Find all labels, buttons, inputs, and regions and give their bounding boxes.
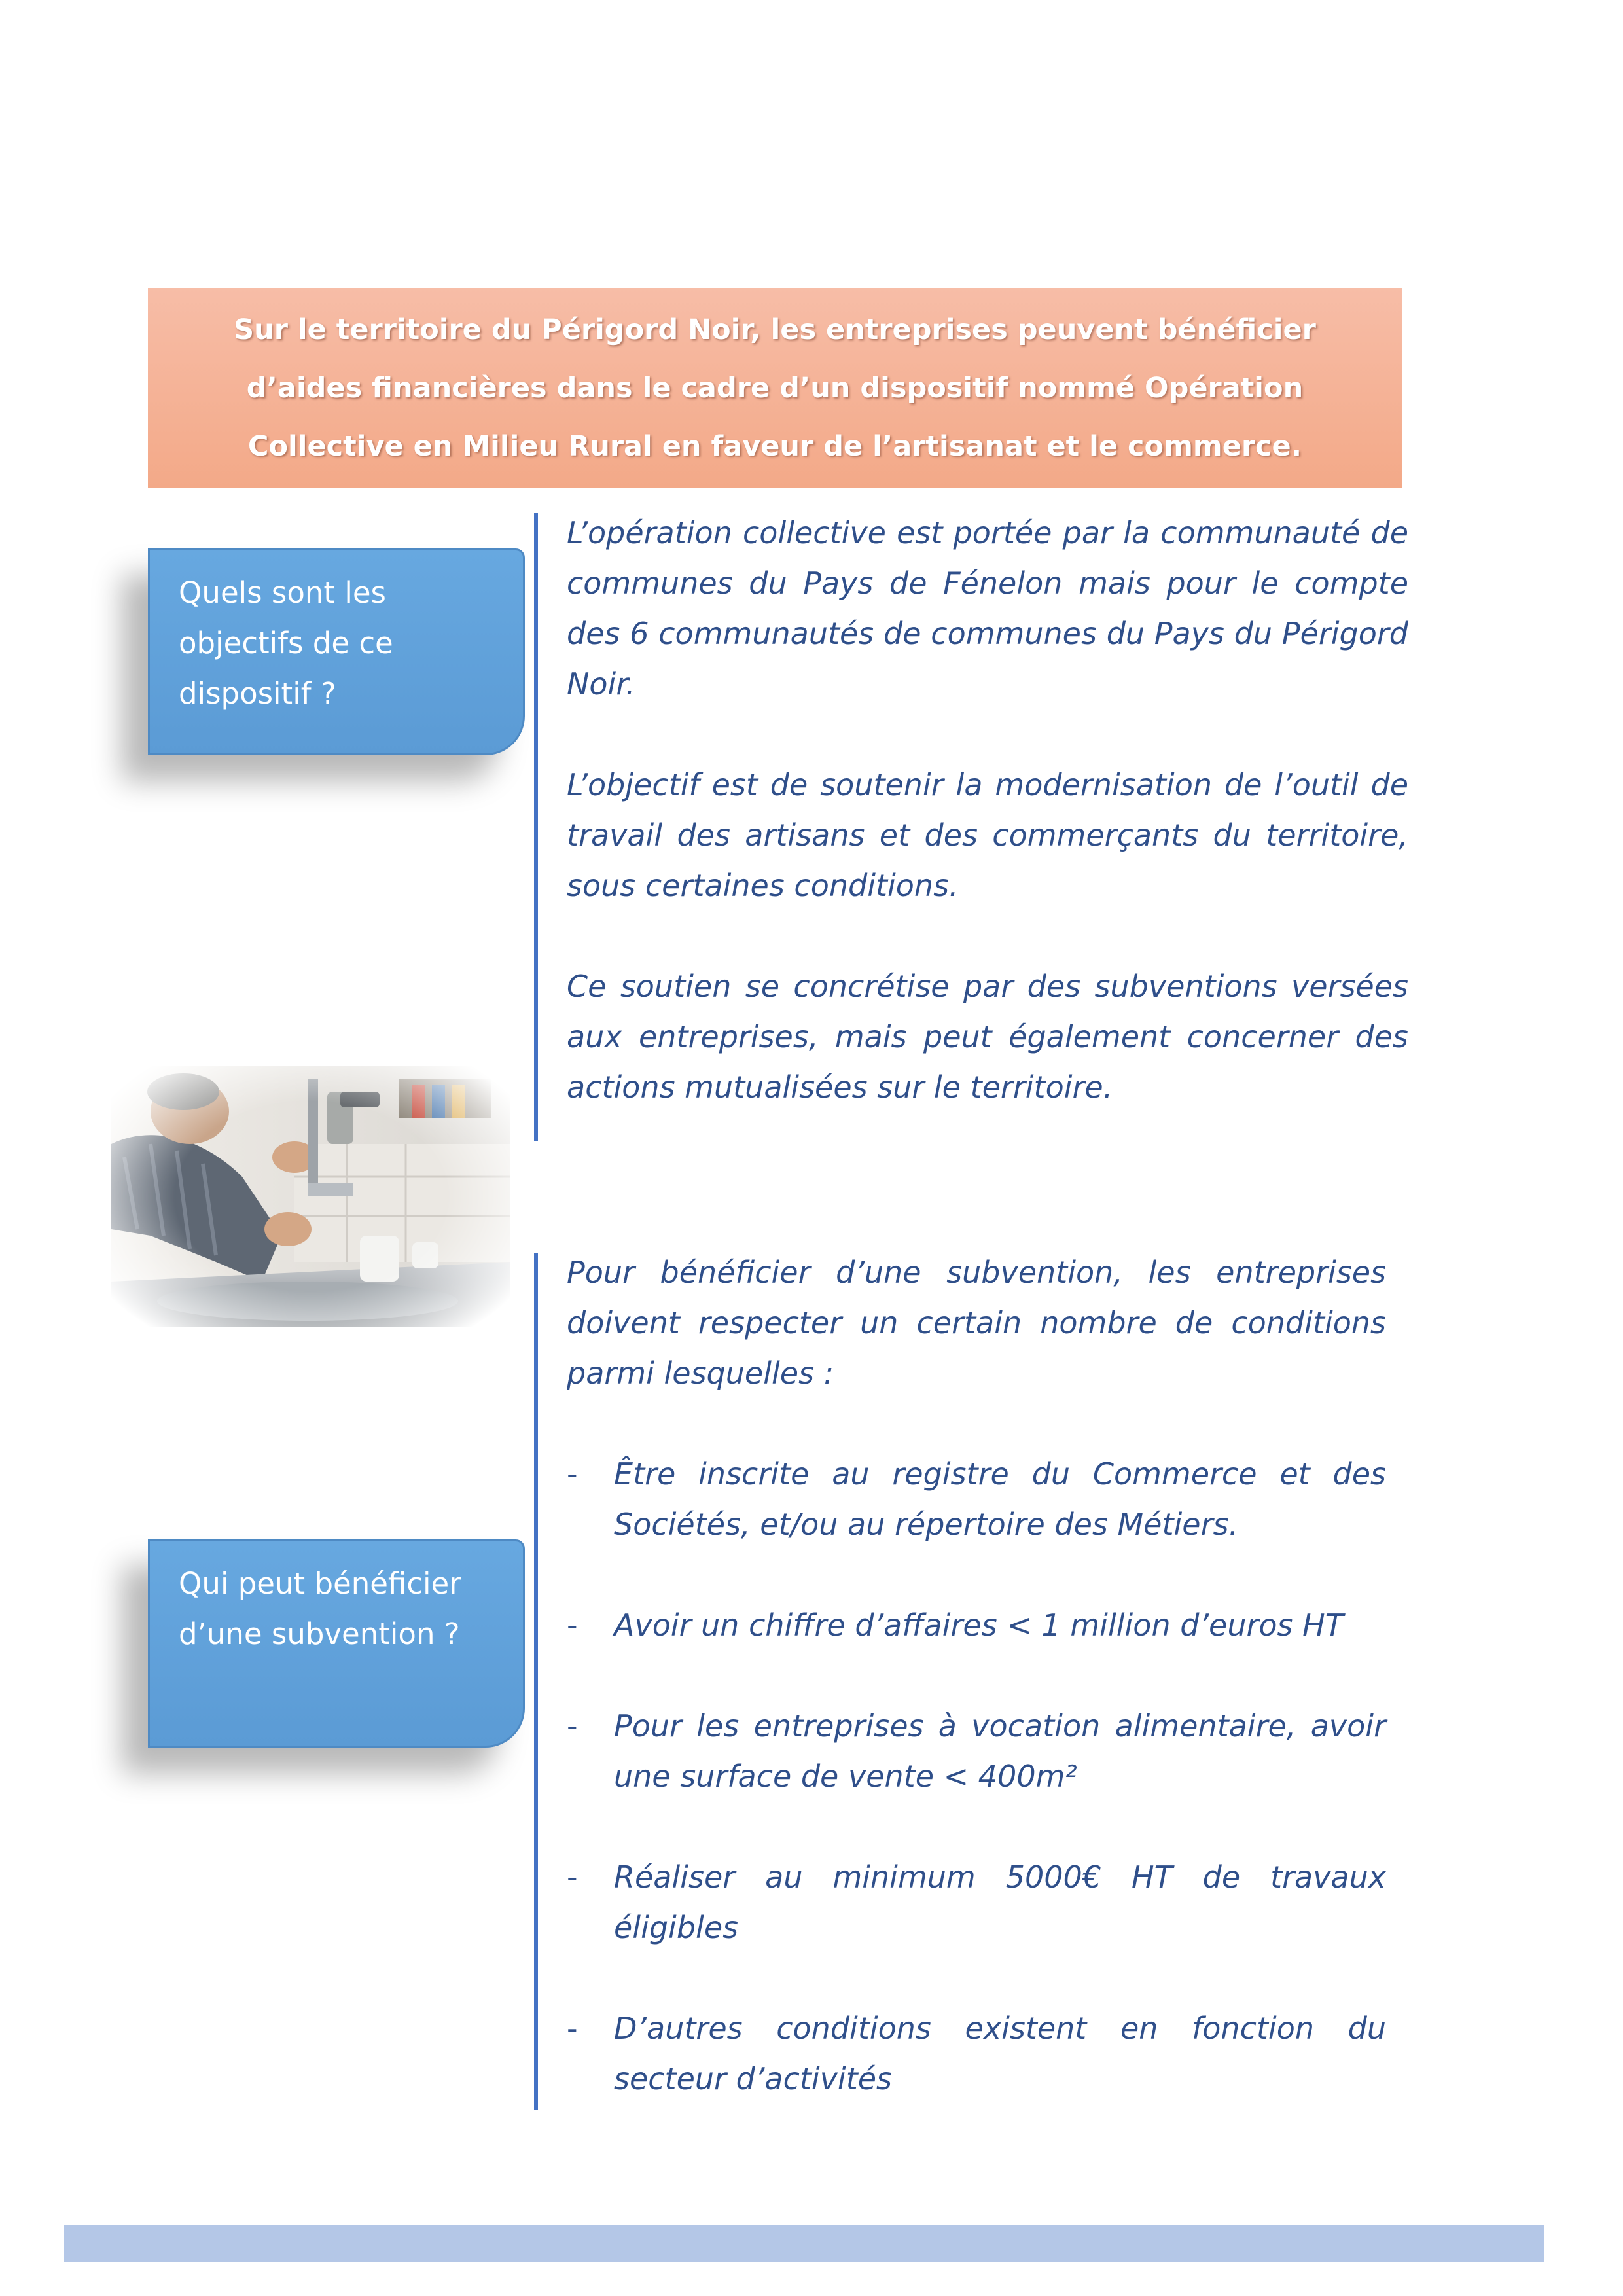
artisan-photo: [111, 1066, 510, 1327]
objectives-text: [567, 508, 1408, 1113]
question-box-eligibility: [148, 1539, 525, 1748]
eligibility-text: [567, 1247, 1386, 2104]
objectives-paragraph-3: Ce soutien se concrétise par des subventions versées aux entreprises, mais peut également concerner des actions mutualisées sur le territoire.: [567, 969, 1408, 1105]
conditions-list: [567, 1449, 1386, 2104]
question-objectives-line-3: dispositif ?: [179, 676, 336, 711]
condition-item: [567, 1852, 1386, 1953]
question-eligibility-line-1: Qui peut bénéficier: [179, 1566, 461, 1601]
objectives-paragraph-1: L’opération collective est portée par la communauté de communes du Pays de Fénelon mais pour le compte des 6 communautés de communes du Pays du Périgord Noir.: [567, 515, 1408, 702]
bullet-dash: -: [567, 1859, 578, 1895]
section-divider-2: [534, 1253, 538, 2110]
question-box-objectives: [148, 548, 525, 755]
footer-bar: [64, 2225, 1544, 2262]
question-objectives-line-2: objectifs de ce: [179, 626, 393, 660]
condition-item: [567, 2003, 1386, 2104]
section-divider-1: [534, 513, 538, 1141]
condition-item: [567, 1701, 1386, 1802]
condition-text: Pour les entreprises à vocation alimentaire, avoir une surface de vente < 400m²: [614, 1708, 1386, 1794]
eligibility-intro: Pour bénéficier d’une subvention, les entreprises doivent respecter un certain nombre de conditions parmi lesquelles :: [567, 1255, 1386, 1391]
question-eligibility-line-2: d’une subvention ?: [179, 1617, 460, 1651]
bullet-dash: -: [567, 1708, 578, 1744]
question-objectives-line-1: Quels sont les: [179, 575, 386, 610]
condition-text: Avoir un chiffre d’affaires < 1 million d’euros HT: [614, 1607, 1344, 1643]
bullet-dash: -: [567, 1607, 578, 1643]
banner-line-3: Collective en Milieu Rural en faveur de l’artisanat et le commerce.: [247, 430, 1302, 463]
condition-text: Être inscrite au registre du Commerce et des Sociétés, et/ou au répertoire des Métiers.: [614, 1456, 1386, 1542]
banner-line-1: Sur le territoire du Périgord Noir, les entreprises peuvent bénéficier: [234, 314, 1316, 346]
banner-line-2: d’aides financières dans le cadre d’un dispositif nommé Opération: [246, 372, 1304, 404]
condition-text: Réaliser au minimum 5000€ HT de travaux éligibles: [614, 1859, 1386, 1945]
condition-item: [567, 1449, 1386, 1550]
intro-banner: [148, 288, 1402, 488]
condition-item: [567, 1600, 1386, 1651]
condition-text: D’autres conditions existent en fonction du secteur d’activités: [614, 2011, 1386, 2096]
objectives-paragraph-2: L’objectif est de soutenir la modernisation de l’outil de travail des artisans et des commerçants du territoire, sous certaines conditions.: [567, 767, 1408, 903]
bullet-dash: -: [567, 2011, 578, 2046]
bullet-dash: -: [567, 1456, 578, 1492]
